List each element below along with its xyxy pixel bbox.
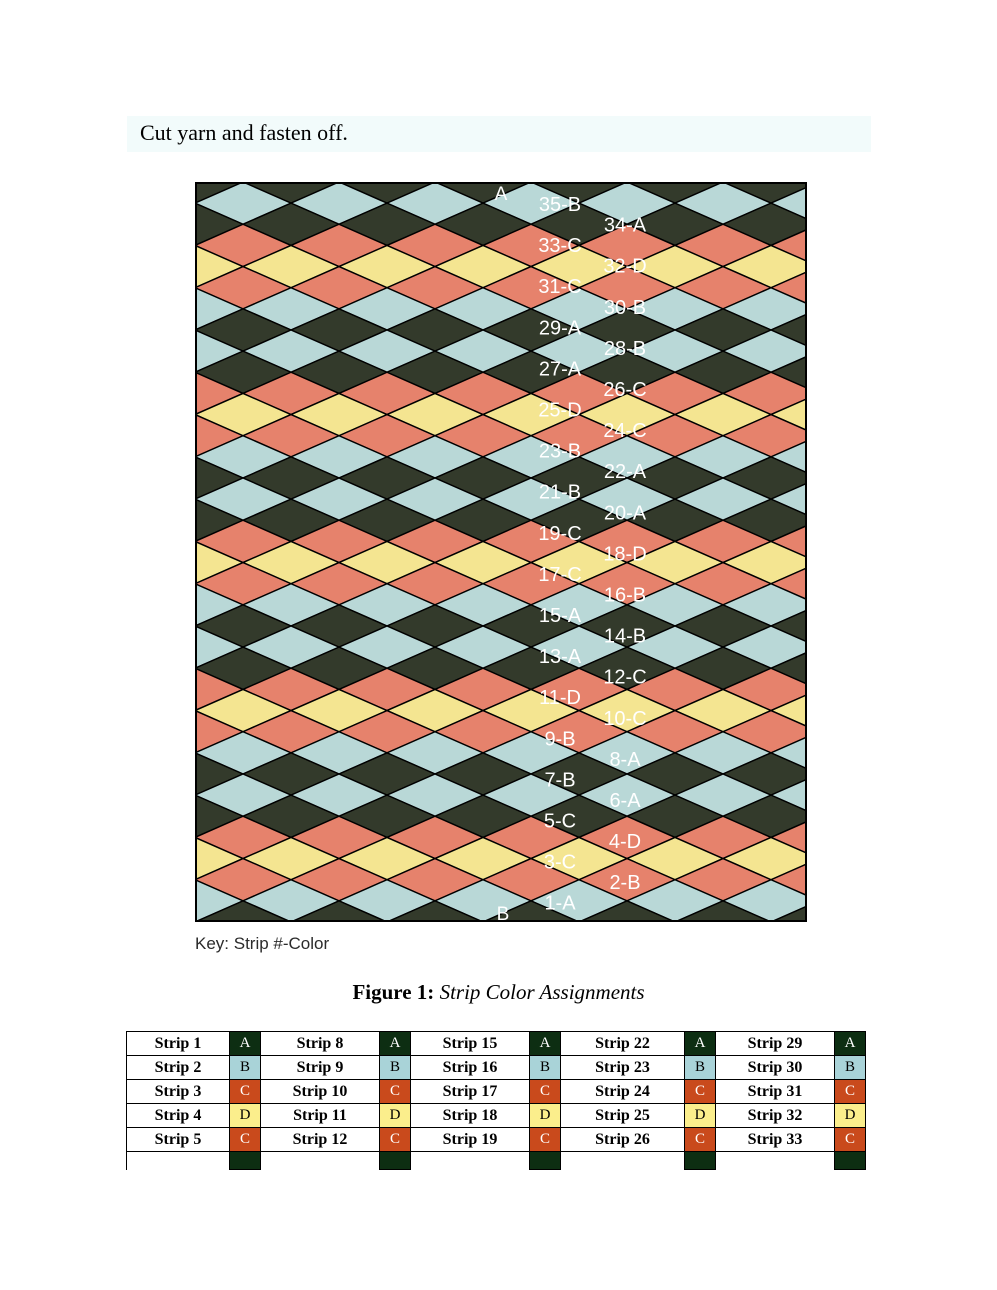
strip-name-cell: Strip 17 <box>411 1080 530 1104</box>
strip-label: 33-C <box>538 235 582 258</box>
color-swatch-cell <box>685 1152 716 1170</box>
diamond-pattern <box>195 182 807 922</box>
strip-label: 8-A <box>609 748 641 771</box>
strip-name-cell: Strip 1 <box>127 1032 230 1056</box>
strip-label: 13-A <box>538 646 582 669</box>
strip-label: 29-A <box>538 317 582 340</box>
strip-name-cell: Strip 4 <box>127 1104 230 1128</box>
strip-label: 11-D <box>539 687 581 710</box>
color-swatch-cell: C <box>530 1080 561 1104</box>
table-row <box>127 1056 866 1080</box>
strip-name-cell: Strip 32 <box>716 1104 835 1128</box>
color-swatch-cell: C <box>685 1128 716 1152</box>
color-swatch-cell: D <box>230 1104 261 1128</box>
strip-label: 10-C <box>603 707 647 730</box>
strip-name-cell: Strip 3 <box>127 1080 230 1104</box>
color-swatch-cell <box>230 1152 261 1170</box>
strip-name-cell: Strip 5 <box>127 1128 230 1152</box>
color-swatch-cell: A <box>835 1032 866 1056</box>
table-row <box>127 1104 866 1128</box>
empty-cell <box>561 1152 685 1170</box>
strip-label: 32-D <box>603 255 647 278</box>
figure-caption <box>0 980 997 1005</box>
color-swatch-cell: B <box>835 1056 866 1080</box>
strip-assignment-table <box>126 1031 866 1170</box>
color-swatch-cell <box>835 1152 866 1170</box>
strip-label: 24-C <box>603 420 647 443</box>
strip-label: 2-B <box>609 872 641 895</box>
strip-name-cell: Strip 30 <box>716 1056 835 1080</box>
strip-label: 23-B <box>538 440 582 463</box>
strip-color-figure <box>195 182 807 922</box>
strip-label: 9-B <box>544 728 576 751</box>
strip-label: 15-A <box>538 605 582 627</box>
strip-label: 16-B <box>603 584 647 607</box>
strip-label: 3-C <box>543 851 577 874</box>
strip-label: 17-C <box>538 563 582 586</box>
strip-label: 7-B <box>544 769 576 792</box>
strip-label: 27-A <box>538 358 582 381</box>
empty-cell <box>127 1152 230 1170</box>
strip-label: 18-D <box>603 543 647 566</box>
color-swatch-cell: A <box>530 1032 561 1056</box>
table-row <box>127 1080 866 1104</box>
strip-name-cell: Strip 9 <box>261 1056 380 1080</box>
strip-label: 5-C <box>543 810 577 833</box>
strip-name-cell: Strip 18 <box>411 1104 530 1128</box>
strip-name-cell: Strip 31 <box>716 1080 835 1104</box>
strip-label: 20-A <box>603 502 647 525</box>
caption-label: Figure 1: <box>352 980 435 1004</box>
strip-label: 35-B <box>538 194 582 216</box>
instruction-bar <box>127 116 871 152</box>
color-swatch-cell: C <box>380 1128 411 1152</box>
color-swatch-cell: C <box>230 1080 261 1104</box>
color-swatch-cell: C <box>685 1080 716 1104</box>
color-swatch-cell: C <box>380 1080 411 1104</box>
strip-label: 4-D <box>608 831 642 854</box>
color-swatch-cell: B <box>685 1056 716 1080</box>
table-row <box>127 1152 866 1170</box>
strip-name-cell: Strip 8 <box>261 1032 380 1056</box>
strip-name-cell: Strip 33 <box>716 1128 835 1152</box>
empty-cell <box>411 1152 530 1170</box>
empty-cell <box>716 1152 835 1170</box>
color-swatch-cell: A <box>230 1032 261 1056</box>
edge-label-bottom: B <box>496 904 510 922</box>
strip-label: 28-B <box>603 337 647 360</box>
strip-label: 25-D <box>538 399 582 422</box>
strip-label: 12-C <box>603 666 647 689</box>
color-swatch-cell: D <box>380 1104 411 1128</box>
color-swatch-cell: B <box>230 1056 261 1080</box>
strip-name-cell: Strip 19 <box>411 1128 530 1152</box>
strip-name-cell: Strip 15 <box>411 1032 530 1056</box>
color-swatch-cell: C <box>230 1128 261 1152</box>
strip-label: 22-A <box>603 461 647 484</box>
strip-label: 1-A <box>544 892 576 915</box>
color-swatch-cell <box>530 1152 561 1170</box>
strip-label: 6-A <box>609 789 641 812</box>
strip-name-cell: Strip 10 <box>261 1080 380 1104</box>
strip-name-cell: Strip 16 <box>411 1056 530 1080</box>
instruction-text: Cut yarn and fasten off. <box>140 120 348 145</box>
strip-name-cell: Strip 12 <box>261 1128 380 1152</box>
strip-label: 30-B <box>603 296 647 319</box>
color-swatch-cell: D <box>530 1104 561 1128</box>
edge-label-top: A <box>494 184 508 205</box>
strip-label: 31-C <box>538 276 582 299</box>
table-row <box>127 1032 866 1056</box>
table-row <box>127 1128 866 1152</box>
strip-label: 34-A <box>603 214 647 237</box>
strip-name-cell: Strip 26 <box>561 1128 685 1152</box>
caption-title: Strip Color Assignments <box>439 980 645 1004</box>
color-swatch-cell: B <box>380 1056 411 1080</box>
color-swatch-cell: C <box>835 1080 866 1104</box>
color-swatch-cell: C <box>530 1128 561 1152</box>
empty-cell <box>261 1152 380 1170</box>
strip-label: 21-B <box>538 481 582 504</box>
color-swatch-cell: C <box>835 1128 866 1152</box>
strip-name-cell: Strip 11 <box>261 1104 380 1128</box>
strip-name-cell: Strip 29 <box>716 1032 835 1056</box>
strip-name-cell: Strip 24 <box>561 1080 685 1104</box>
figure-key: Key: Strip #-Color <box>195 934 330 953</box>
color-swatch-cell: A <box>380 1032 411 1056</box>
strip-name-cell: Strip 25 <box>561 1104 685 1128</box>
color-swatch-cell <box>380 1152 411 1170</box>
strip-name-cell: Strip 23 <box>561 1056 685 1080</box>
color-swatch-cell: B <box>530 1056 561 1080</box>
strip-label: 19-C <box>538 522 582 545</box>
color-swatch-cell: D <box>835 1104 866 1128</box>
color-swatch-cell: A <box>685 1032 716 1056</box>
strip-label: 14-B <box>603 625 647 648</box>
strip-name-cell: Strip 2 <box>127 1056 230 1080</box>
strip-name-cell: Strip 22 <box>561 1032 685 1056</box>
color-swatch-cell: D <box>685 1104 716 1128</box>
strip-label: 26-C <box>603 378 647 401</box>
